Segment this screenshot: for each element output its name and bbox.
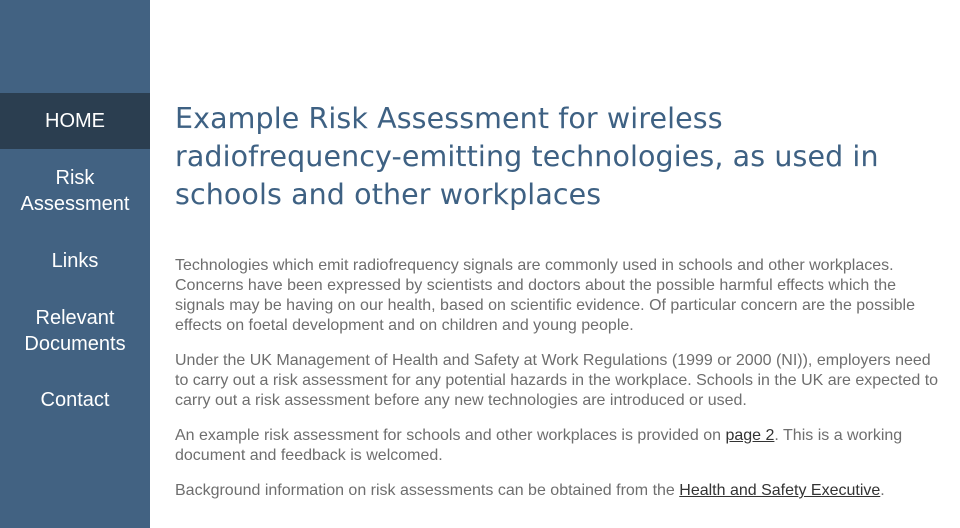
page-2-link[interactable]: page 2 xyxy=(725,427,775,444)
nav-item-contact[interactable] xyxy=(0,373,150,427)
nav-item-relevant-documents-label: Relevant Documents xyxy=(24,307,126,355)
nav-item-home-label: HOME xyxy=(45,110,105,132)
example-paragraph-text-before: An example risk assessment for schools and other workplaces is provided on xyxy=(175,427,726,444)
intro-paragraph: Technologies which emit radiofrequency signals are commonly used in schools and other workplaces. Concerns have been expressed by scientists and doctors about the possible harmful effects which the signals may be having on our health, based on scientific evidence. Of particular concern are the possible effects on foetal development and on children and young people. xyxy=(175,257,915,334)
main-nav xyxy=(0,93,150,427)
article-body xyxy=(175,256,945,501)
sidebar xyxy=(0,0,150,528)
regulations-paragraph: Under the UK Management of Health and Safety at Work Regulations (1999 or 2000 (NI)), employers need to carry out a risk assessment for any potential hazards in the workplace. Schools in the UK are expected to carry out a risk assessment before any new technologies are introduced or used. xyxy=(175,352,939,409)
nav-item-risk-assessment-label: Risk Assessment xyxy=(20,167,130,215)
hse-link[interactable]: Health and Safety Executive xyxy=(679,482,881,499)
page-title: Example Risk Assessment for wireless radiofrequency-emitting technologies, as used in schools and other workplaces xyxy=(175,102,879,211)
nav-item-links-label: Links xyxy=(51,250,99,272)
nav-item-contact-label: Contact xyxy=(40,389,110,411)
background-paragraph-text-before: Background information on risk assessments can be obtained from the xyxy=(175,482,680,499)
nav-item-risk-assessment[interactable] xyxy=(0,149,150,233)
nav-item-links[interactable] xyxy=(0,233,150,289)
example-paragraph-text-after: . This is a working document and feedback is welcomed. xyxy=(175,427,903,464)
main-content xyxy=(175,100,945,516)
example-paragraph xyxy=(175,426,945,466)
background-paragraph xyxy=(175,481,945,501)
background-paragraph-text-after: . xyxy=(880,482,885,499)
nav-item-relevant-documents[interactable] xyxy=(0,289,150,373)
nav-item-home[interactable] xyxy=(0,93,150,149)
